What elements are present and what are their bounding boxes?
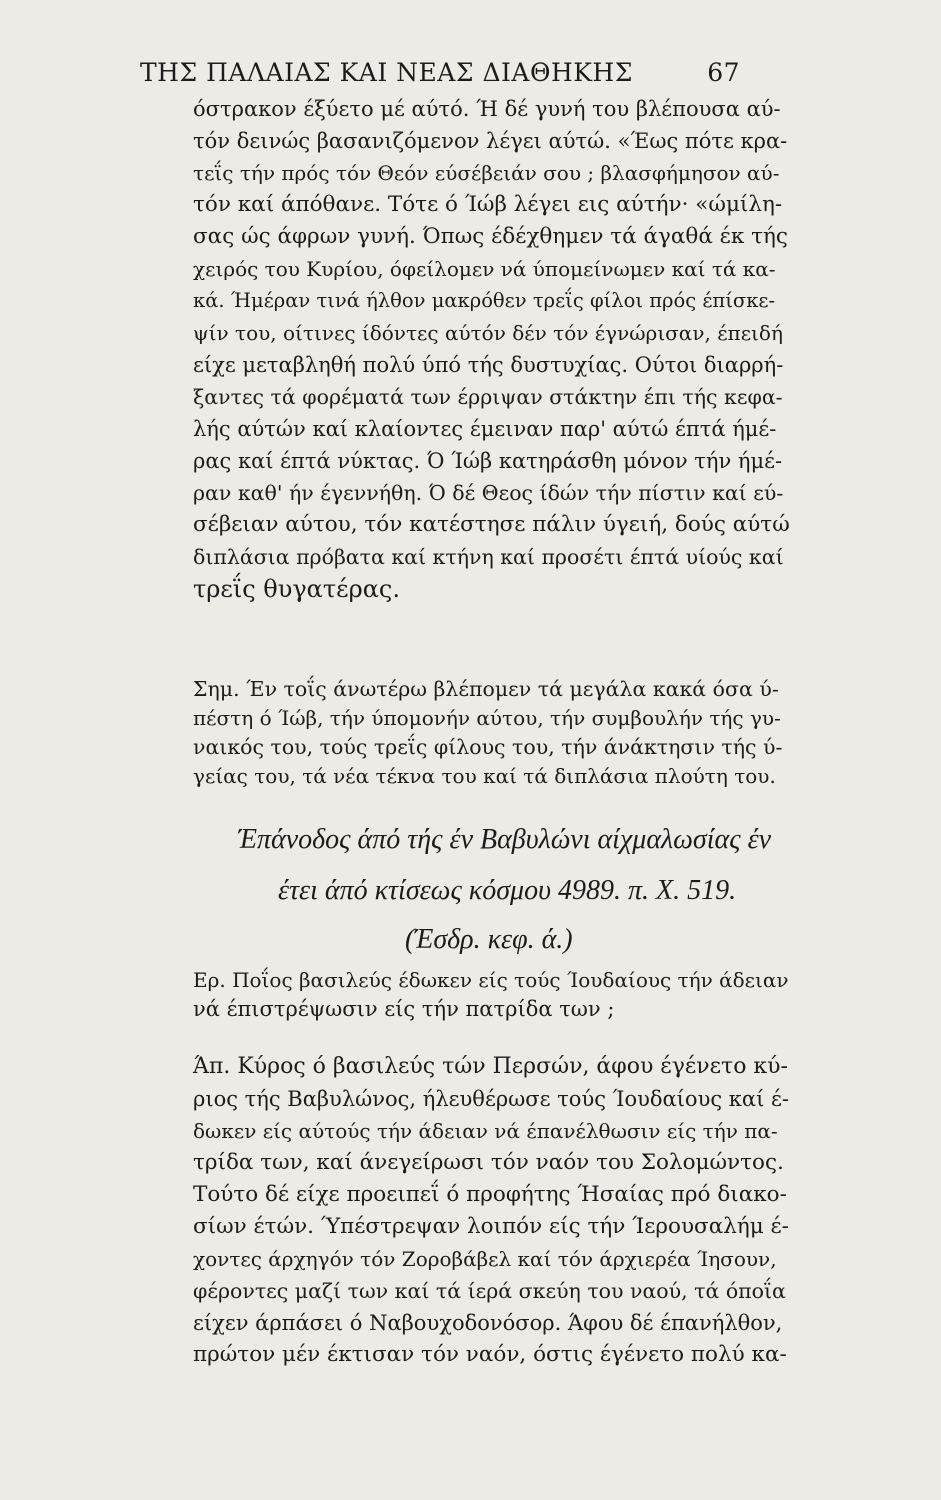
question-line: Ερ. Ποΐος βασιλεύς έδωκεν είς τούς Ίουδαίους τήν άδειαν [193,968,789,992]
answer-line: Άπ. Κύρος ό βασιλεύς τών Περσών, άφου έγένετο κύ- [193,1054,788,1079]
running-head [140,58,740,90]
text-line: ραν καθ' ήν έγεννήθη. Ό δέ Θεος ίδών τήν πίστιν καί εύ- [193,481,784,505]
text-line: διπλάσια πρόβατα καί κτήνη καί προσέτι έπτά υίούς καί [193,545,784,569]
answer-line: δωκεν είς αύτούς τήν άδειαν νά έπανέλθωσιν είς τήν πα- [193,1119,778,1143]
running-head-title: ΤΗΣ ΠΑΛΑΙΑΣ ΚΑΙ ΝΕΑΣ ΔΙΑΘΗΚΗΣ [140,58,633,87]
text-line: κά. Ήμέραν τινά ήλθον μακρόθεν τρεΐς φίλοι πρός έπίσκε- [193,289,776,312]
section-heading-line-1: Έπάνοδος άπό τής έν Βαβυλώνι αίχμαλωσίας έν [238,824,772,855]
answer-line: ριος τής Βαβυλώνος, ήλευθέρωσε τούς Ίουδαίους καί έ- [193,1087,789,1111]
answer-line: τρίδα των, καί άνεγείρωσι τόν ναόν του Σολομώντος. [193,1150,784,1175]
text-line: όστρακον έξύετο μέ αύτό. Ή δέ γυνή του βλέπουσα αύ- [193,97,781,121]
text-line: ξαντες τά φορέματά των έρριψαν στάκτην έπι τής κεφα- [193,385,783,409]
answer-line: σίων έτών. Ύπέστρεψαν λοιπόν είς τήν Ίερουσαλήμ έ- [193,1214,789,1239]
text-line: λής αύτών καί κλαίοντες έμειναν παρ' αύτώ έπτά ήμέ- [193,417,777,441]
text-line: τρεΐς θυγατέρας. [193,575,400,603]
text-line: τόν δεινώς βασανιζόμενον λέγει αύτώ. «Έως πότε κρα- [193,129,788,153]
note-line: πέστη ό Ίώβ, τήν ύπομονήν αύτου, τήν συμβουλήν τής γυ- [193,706,781,730]
note-line: γείας του, τά νέα τέκνα του καί τά διπλάσια πλούτη του. [193,764,776,788]
answer-line: χοντες άρχηγόν τόν Ζοροβάβελ καί τόν άρχιερέα Ίησουν, [193,1247,777,1271]
note-line: Σημ. Έν τοΐς άνωτέρω βλέπομεν τά μεγάλα κακά όσα ύ- [193,677,779,701]
text-line: χειρός του Κυρίου, όφείλομεν νά ύπομείνωμεν καί τά κα- [193,257,776,281]
answer-line: φέροντες μαζί των καί τά ίερά σκεύη του ναού, τά όποΐα [193,1279,786,1303]
text-line: σας ώς άφρων γυνή. Όπως έδέχθημεν τά άγαθά έκ τής [193,224,788,249]
page-number: 67 [707,58,740,87]
answer-line: Τούτο δέ είχε προειπεΐ ό προφήτης Ήσαίας πρό διακο- [193,1182,787,1207]
text-line: είχε μεταβληθή πολύ ύπό τής δυστυχίας. Ούτοι διαρρή- [193,353,784,377]
answer-line: είχεν άρπάσει ό Ναβουχοδονόσορ. Άφου δέ έπανήλθον, [193,1311,783,1335]
section-heading-line-3: (Έσδρ. κεφ. ά.) [405,924,573,955]
text-line: τόν καί άπόθανε. Τότε ό Ίώβ λέγει εις αύτήν· «ώμίλη- [193,192,783,217]
text-line: σέβειαν αύτου, τόν κατέστησε πάλιν ύγειή, δούς αύτώ [193,512,790,537]
note-line: ναικός του, τούς τρεΐς φίλους του, τήν άνάκτησιν τής ύ- [193,735,783,759]
text-line: τεΐς τήν πρός τόν Θεόν εύσέβειάν σου ; βλασφήμησον αύ- [193,161,780,185]
section-heading-line-2: έτει άπό κτίσεως κόσμου 4989. π. Χ. 519. [278,875,737,906]
answer-line: πρώτον μέν έκτισαν τόν ναόν, όστις έγένετο πολύ κα- [193,1342,787,1367]
text-line: ρας καί έπτά νύκτας. Ό Ίώβ κατηράσθη μόνον τήν ήμέ- [193,449,783,473]
text-line: ψίν του, οίτινες ίδόντες αύτόν δέν τόν έγνώρισαν, έπειδή [193,321,783,345]
question-line: νά έπιστρέψωσιν είς τήν πατρίδα των ; [193,997,615,1021]
